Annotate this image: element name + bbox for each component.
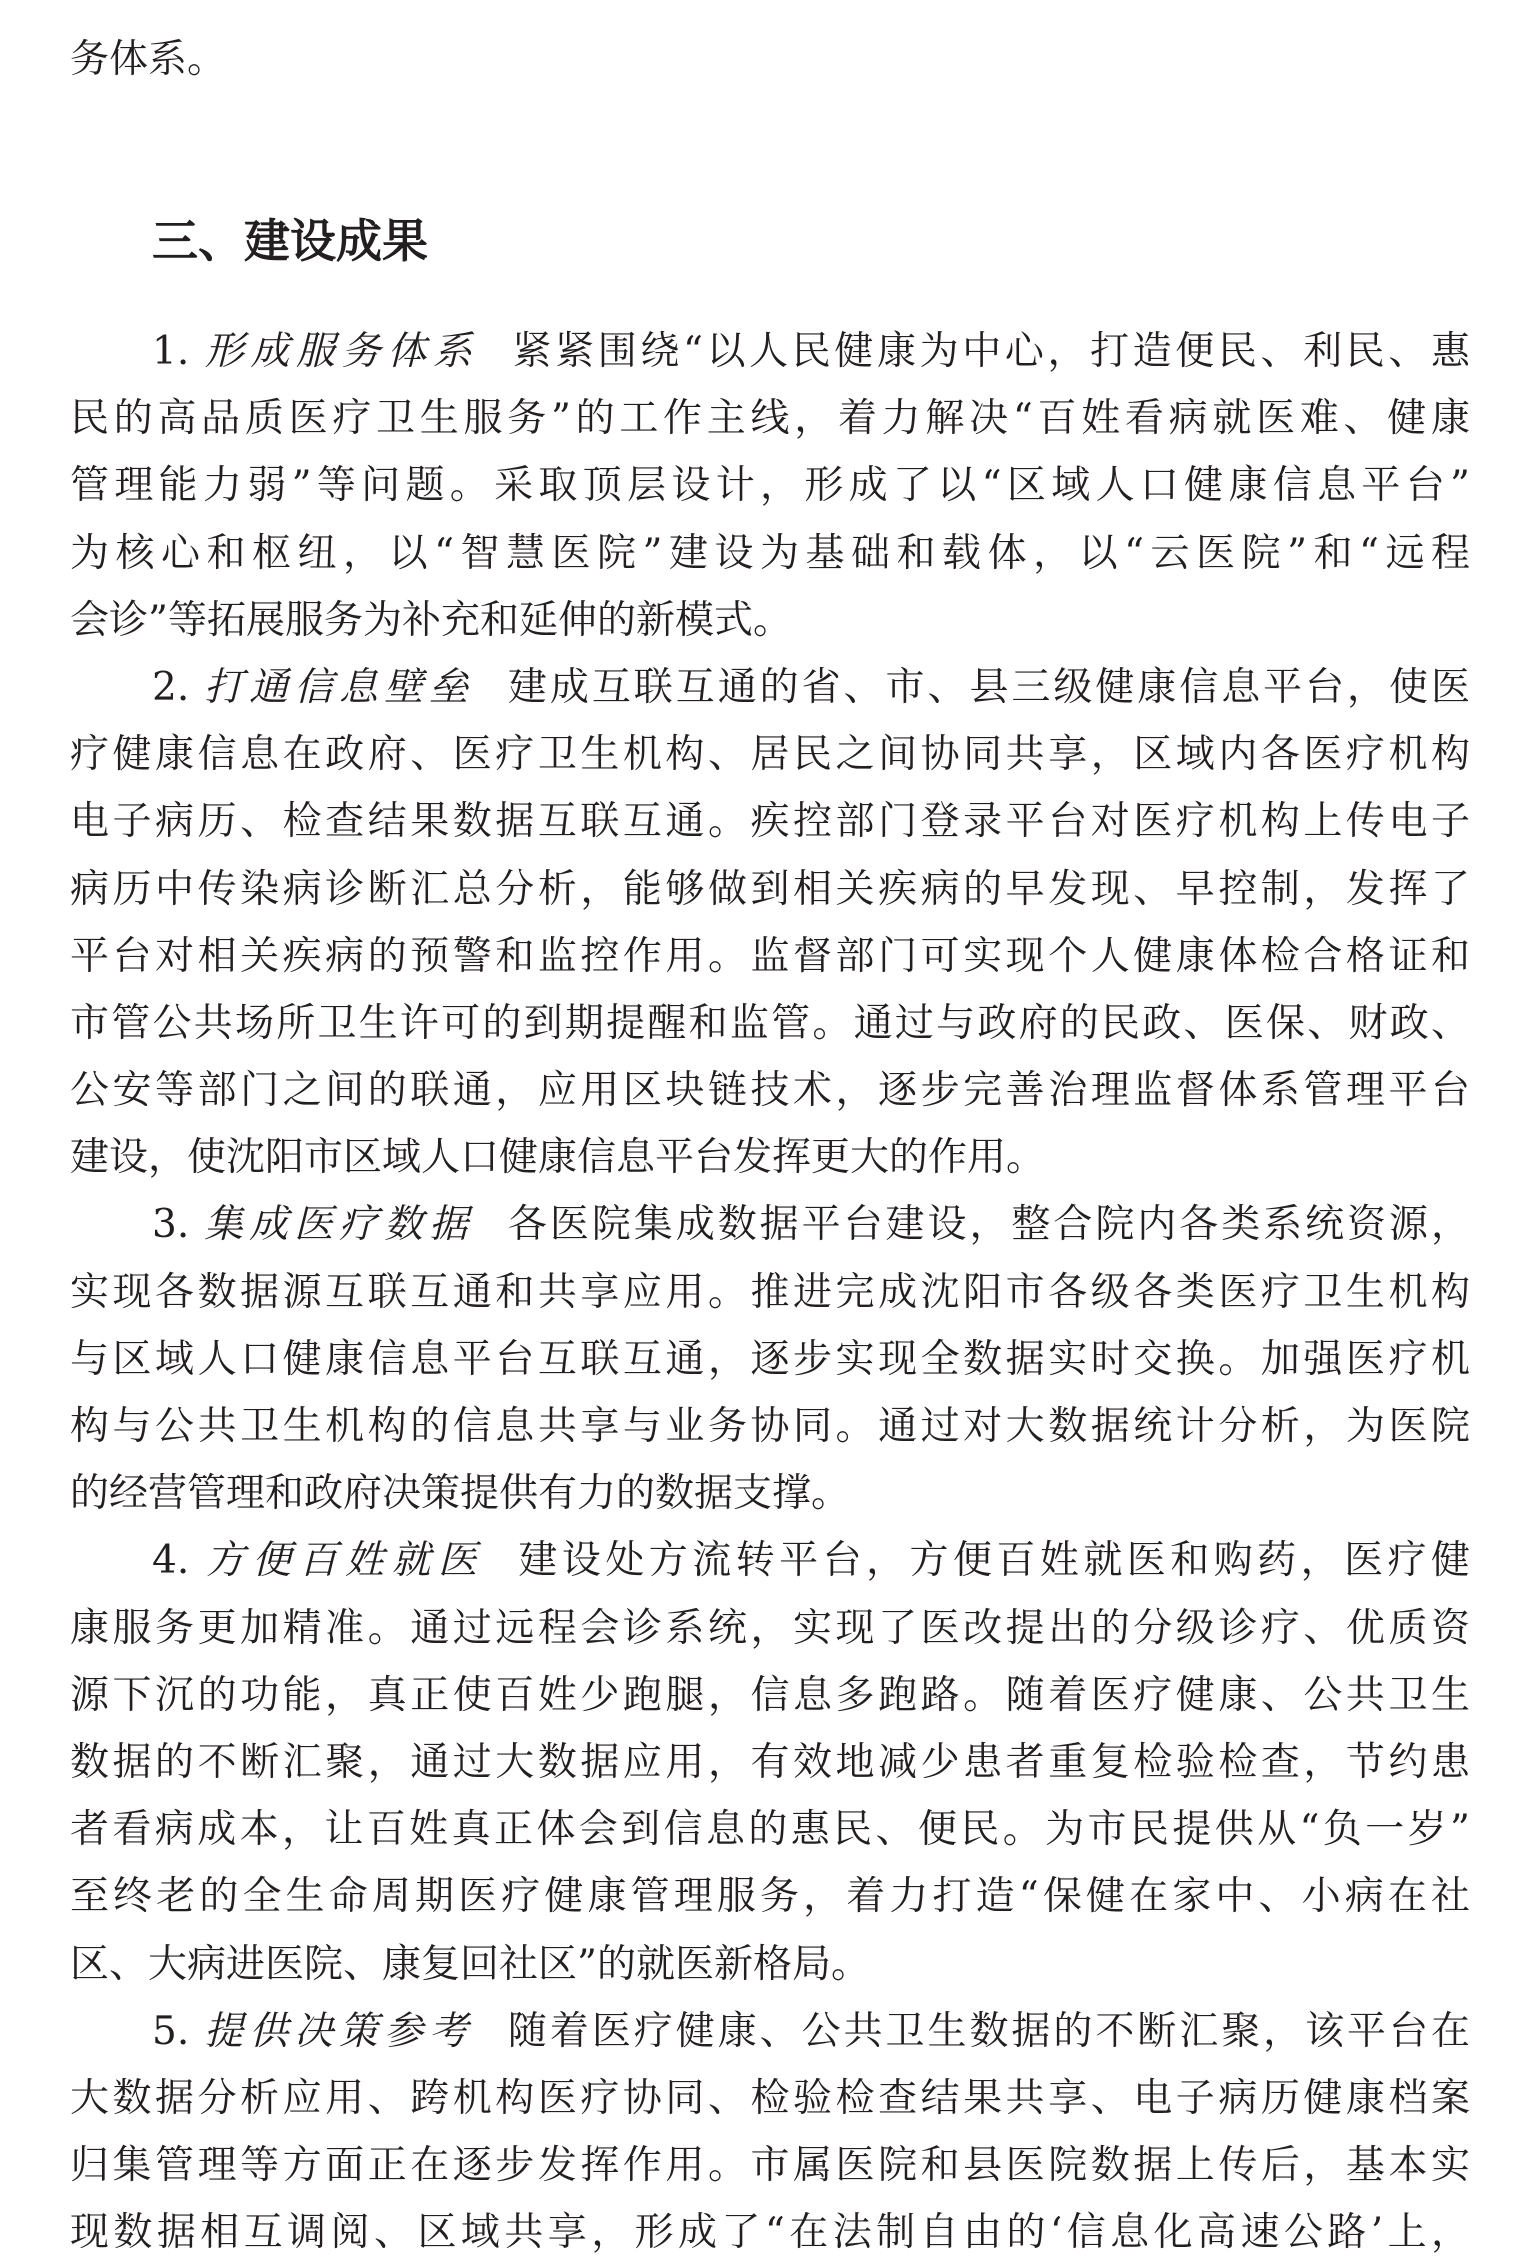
paragraph-5-line-3: 归集管理等方面正在逐步发挥作用。市属医院和县医院数据上传后，基本实 xyxy=(70,2143,1470,2189)
paragraph-1-line-3: 管理能力弱”等问题。采取顶层设计，形成了以“区域人口健康信息平台” xyxy=(70,463,1470,509)
paragraph-5-line-4: 现数据相互调阅、区域共享，形成了“在法制自由的‘信息化高速公路’上， xyxy=(70,2210,1470,2256)
paragraph-1-line-4: 为核心和枢纽，以“智慧医院”建设为基础和载体，以“云医院”和“远程 xyxy=(70,530,1470,576)
paragraph-4-line-2: 康服务更加精准。通过远程会诊系统，实现了医改提出的分级诊疗、优质资 xyxy=(70,1605,1470,1651)
paragraph-2-line-5: 平台对相关疾病的预警和监控作用。监督部门可实现个人健康体检合格证和 xyxy=(70,933,1470,979)
item-topic: 打通信息壁垒 xyxy=(201,664,474,710)
item-number: 5. xyxy=(152,2008,190,2054)
paragraph-4-line-6: 至终老的全生命周期医疗健康管理服务，着力打造“保健在家中、小病在社 xyxy=(70,1874,1470,1920)
item-number: 2. xyxy=(152,664,190,710)
paragraph-4-line-7: 区、大病进医院、康复回社区”的就医新格局。 xyxy=(70,1941,870,1987)
paragraph-4-line-5: 者看病成本，让百姓真正体会到信息的惠民、便民。为市民提供从“负一岁” xyxy=(70,1807,1470,1853)
item-topic: 形成服务体系 xyxy=(201,329,479,374)
paragraph-text: 随着医疗健康、公共卫生数据的不断汇聚，该平台在 xyxy=(507,2008,1470,2054)
paragraph-4-line-3: 源下沉的功能，真正使百姓少跑腿，信息多跑路。随着医疗健康、公共卫生 xyxy=(70,1672,1470,1718)
paragraph-4-line-1 xyxy=(70,1527,1470,1594)
paragraph-1-line-5: 会诊”等拓展服务为补充和延伸的新模式。 xyxy=(70,597,792,643)
paragraph-2-line-2: 疗健康信息在政府、医疗卫生机构、居民之间协同共享，区域内各医疗机构 xyxy=(70,732,1470,778)
carry-over-text: 务体系。 xyxy=(70,37,227,82)
paragraph-2-line-3: 电子病历、检查结果数据互联互通。疾控部门登录平台对医疗机构上传电子 xyxy=(70,799,1470,845)
paragraph-text: 建成互联互通的省、市、县三级健康信息平台，使医 xyxy=(507,664,1470,710)
paragraph-2-line-8: 建设，使沈阳市区域人口健康信息平台发挥更大的作用。 xyxy=(70,1135,1046,1181)
item-topic: 方便百姓就医 xyxy=(201,1538,485,1584)
paragraph-3-line-1 xyxy=(70,1191,1470,1258)
paragraph-1-line-1 xyxy=(70,318,1470,385)
item-number: 4. xyxy=(152,1538,190,1584)
paragraph-2-line-1 xyxy=(70,654,1470,721)
item-topic: 提供决策参考 xyxy=(201,2008,474,2054)
paragraph-4-line-4: 数据的不断汇聚，通过大数据应用，有效地减少患者重复检验检查，节约患 xyxy=(70,1739,1470,1785)
paragraph-3-line-2: 实现各数据源互联互通和共享应用。推进完成沈阳市各级各类医疗卫生机构 xyxy=(70,1269,1470,1315)
item-number: 1. xyxy=(152,329,190,374)
paragraph-2-line-6: 市管公共场所卫生许可的到期提醒和监管。通过与政府的民政、医保、财政、 xyxy=(70,1000,1470,1046)
paragraph-3-line-4: 构与公共卫生机构的信息共享与业务协同。通过对大数据统计分析，为医院 xyxy=(70,1404,1470,1449)
paragraph-5-line-2: 大数据分析应用、跨机构医疗协同、检验检查结果共享、电子病历健康档案 xyxy=(70,2075,1470,2121)
paragraph-text: 建设处方流转平台，方便百姓就医和购药，医疗健 xyxy=(518,1538,1470,1584)
paragraph-1-line-2: 民的高品质医疗卫生服务”的工作主线，着力解决“百姓看病就医难、健康 xyxy=(70,396,1470,442)
section-heading: 三、建设成果 xyxy=(152,214,428,268)
paragraph-3-line-3: 与区域人口健康信息平台互联互通，逐步实现全数据实时交换。加强医疗机 xyxy=(70,1336,1470,1382)
paragraph-5-line-1 xyxy=(70,1998,1470,2065)
paragraph-2-line-4: 病历中传染病诊断汇总分析，能够做到相关疾病的早发现、早控制，发挥了 xyxy=(70,866,1470,912)
item-topic: 集成医疗数据 xyxy=(201,1202,474,1248)
item-number: 3. xyxy=(152,1202,190,1248)
paragraph-2-line-7: 公安等部门之间的联通，应用区块链技术，逐步完善治理监督体系管理平台 xyxy=(70,1068,1470,1114)
paragraph-text: 各医院集成数据平台建设，整合院内各类系统资源， xyxy=(507,1202,1470,1248)
paragraph-text: 紧紧围绕“以人民健康为中心，打造便民、利民、惠 xyxy=(512,329,1470,374)
paragraph-3-line-5: 的经营管理和政府决策提供有力的数据支撑。 xyxy=(70,1471,851,1517)
section-body xyxy=(70,318,1470,2266)
